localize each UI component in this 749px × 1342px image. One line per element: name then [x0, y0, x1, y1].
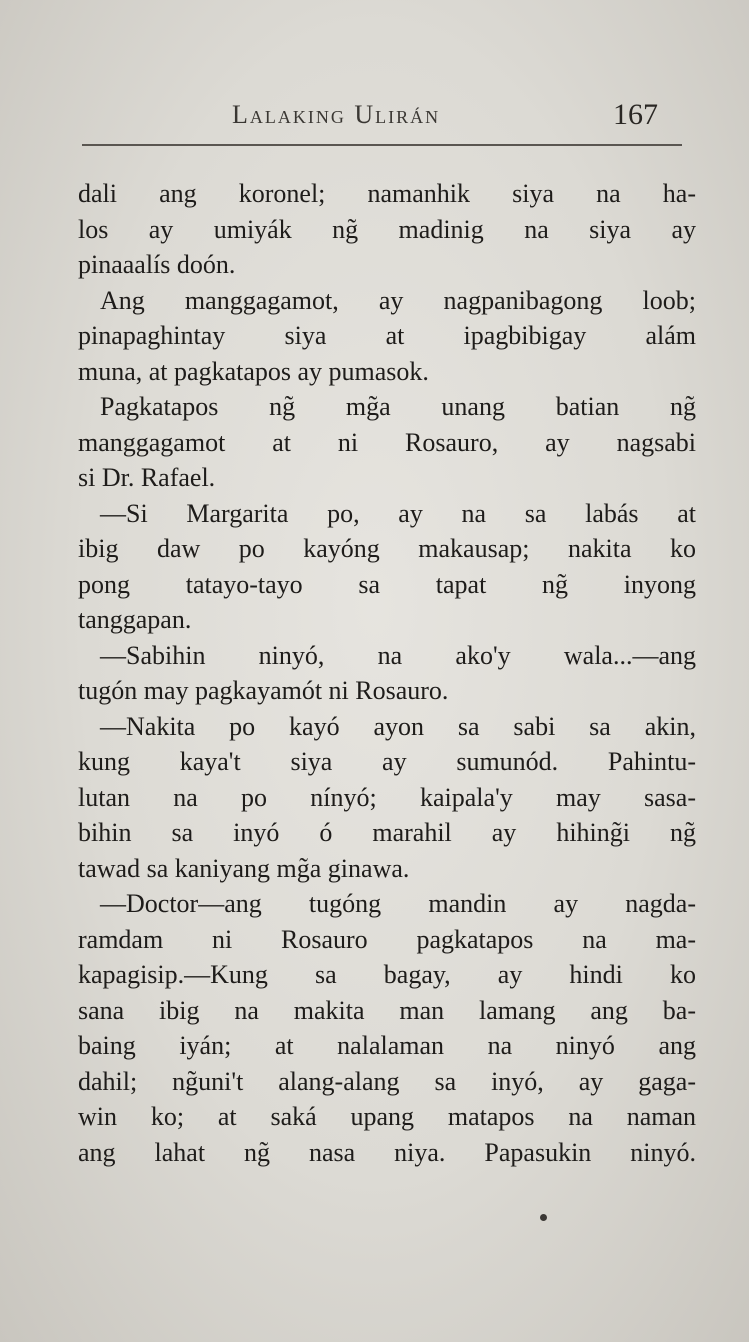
text-line: —Si Margarita po, ay na sa labás at [100, 498, 696, 528]
text-line: manggagamot at ni Rosauro, ay nagsabi [78, 427, 696, 457]
running-title: Lalaking Ulirán [232, 100, 441, 129]
text-line: muna, at pagkatapos ay pumasok. [78, 356, 429, 386]
text-line: baing iyán; at nalalaman na ninyó ang [78, 1031, 696, 1060]
text-line: Ang manggagamot, ay nagpanibagong loob; [100, 285, 696, 315]
text-line: sana ibig na makita man lamang ang ba- [78, 995, 696, 1025]
text-line: Pagkatapos ng̃ mg̃a unang batian ng̃ [100, 392, 696, 421]
text-line: win ko; at saká upang matapos na naman [78, 1102, 696, 1131]
text-line: ramdam ni Rosauro pagkatapos na ma- [78, 924, 696, 954]
text-line: pong tatayo-tayo sa tapat ng̃ inyong [78, 569, 696, 599]
text-line: pinaaalís doón. [78, 250, 236, 279]
header-rule [82, 144, 682, 146]
text-line: tugón may pagkayamót ni Rosauro. [78, 676, 449, 705]
text-line: kung kaya't siya ay sumunód. Pahintu- [78, 747, 696, 776]
text-line: los ay umiyák ng̃ madinig na siya ay [78, 214, 696, 244]
text-line: pinapaghintay siya at ipagbibigay alám [78, 321, 696, 350]
ink-speck [540, 1214, 547, 1221]
text-line: —Doctor—ang tugóng mandin ay nagda- [100, 889, 696, 918]
text-line: tawad sa kaniyang mg̃a ginawa. [78, 853, 410, 883]
text-line: bihin sa inyó ó marahil ay hihing̃i ng̃ [78, 818, 696, 847]
text-line: ang lahat ng̃ nasa niya. Papasukin ninyó. [78, 1137, 696, 1167]
body-text [78, 176, 696, 1170]
text-line: kapagisip.—Kung sa bagay, ay hindi ko [78, 960, 696, 989]
page-number: 167 [613, 98, 658, 131]
text-line: —Sabihin ninyó, na ako'y wala...—ang [100, 640, 696, 670]
text-line: dahil; ng̃uni't alang-alang sa inyó, ay gaga- [78, 1066, 696, 1096]
text-line: si Dr. Rafael. [78, 463, 216, 492]
text-line: —Nakita po kayó ayon sa sabi sa akin, [100, 711, 696, 741]
text-line: tanggapan. [78, 605, 192, 634]
text-line: ibig daw po kayóng makausap; nakita ko [78, 534, 696, 563]
text-line: lutan na po nínyó; kaipala'y may sasa- [78, 782, 696, 812]
page-header [82, 96, 682, 146]
text-line: dali ang koronel; namanhik siya na ha- [78, 179, 696, 208]
